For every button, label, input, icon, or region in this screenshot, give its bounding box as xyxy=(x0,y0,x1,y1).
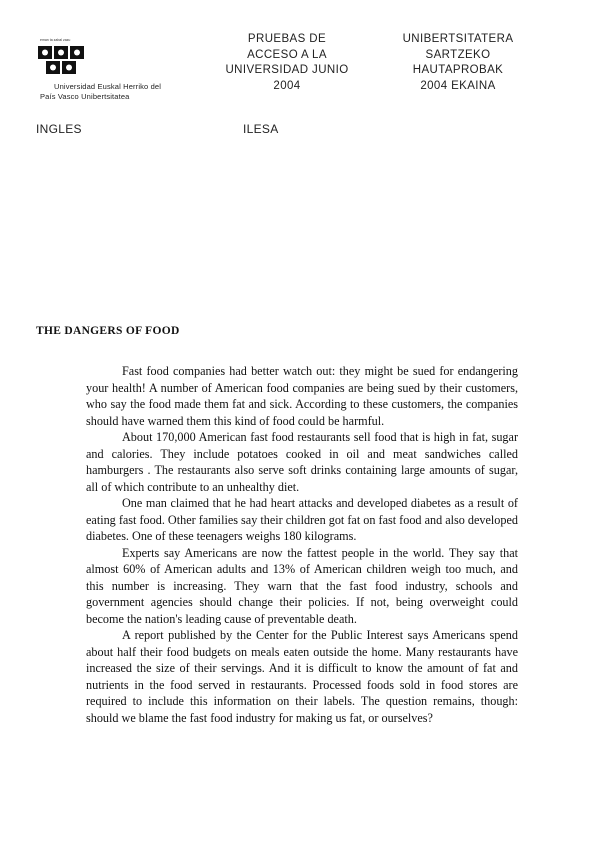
article-paragraph: Fast food companies had better watch out: they might be sued for endangering your health! A number of American food companies are being sued by their customers, who say the food made them fat and sick. According to these customers, the companies should have warned them this kind of food could be harmful. xyxy=(86,364,518,428)
header-eu-line: 2004 EKAINA xyxy=(420,79,496,92)
header-eu-line: SARTZEKO xyxy=(425,48,491,61)
subject-basque: ILESA xyxy=(243,122,279,136)
article-body xyxy=(86,363,518,726)
article-paragraph: About 170,000 American fast food restaurants sell food that is high in fat, sugar and calories. They include potatoes cooked in oil and meat sandwiches called hamburgers . The restaurants also serve soft drinks containing large amounts of sugar, all of which contribute to an unhealthy diet. xyxy=(86,430,518,494)
exam-header-basque xyxy=(388,32,528,94)
logo-motto: eman ta zabal zazu xyxy=(40,38,71,42)
header-es-line: ACCESO A LA xyxy=(247,48,327,61)
university-name-line-2: País Vasco Unibertsitatea xyxy=(40,92,130,101)
article-title: THE DANGERS OF FOOD xyxy=(36,325,180,337)
exam-header-spanish xyxy=(212,32,362,94)
article-paragraph: A report published by the Center for the Public Interest says Americans spend about half their food budgets on meals eaten outside the home. Many restaurants have increased the size of their servings. And it is difficult to know the amount of fat and nutrients in the food served in restaurants. Processed foods sold in food stores are required to include this information on their labels. The question remains, though: should we blame the fast food industry for making us fat, or ourselves? xyxy=(86,628,518,725)
university-name-line-1: Universidad Euskal Herriko del xyxy=(54,82,162,91)
header-eu-line: UNIBERTSITATERA xyxy=(402,33,514,45)
university-name xyxy=(40,82,161,102)
article-paragraph: Experts say Americans are now the fattest people in the world. They say that almost 60% of American adults and 13% of American children weigh too much, and this number is increasing. They warn that the fast food industry, schools and government agencies should change their policies. If not, being overweight could become the nation's leading cause of preventable death. xyxy=(86,545,518,626)
header-eu-line: HAUTAPROBAK xyxy=(412,64,504,76)
article-paragraph: One man claimed that he had heart attacks and developed diabetes as a result of eating fast food. Other families say their children got fat on fast food and also developed diabetes. One of these teenagers weighs 180 kilograms. xyxy=(86,496,518,543)
university-emblem-icon xyxy=(38,42,84,76)
header-es-line: 2004 xyxy=(273,79,301,92)
subject-spanish: INGLES xyxy=(36,122,82,136)
header-es-line: PRUEBAS DE xyxy=(247,33,327,45)
header-es-line: UNIVERSIDAD JUNIO xyxy=(225,64,349,76)
